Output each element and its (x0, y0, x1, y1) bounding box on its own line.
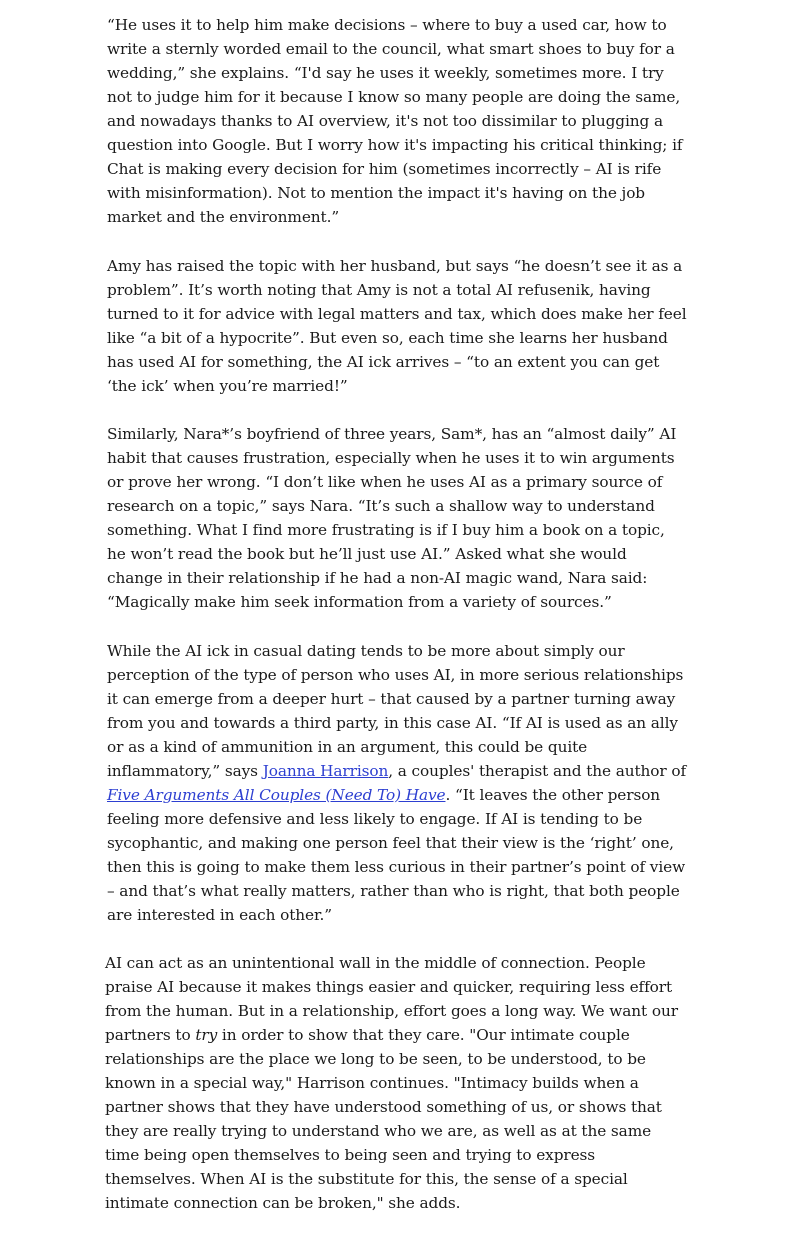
paragraph-5 (105, 951, 687, 1215)
paragraph-4-text-middle: , a couples' therapist and the author of (388, 761, 687, 780)
paragraph-4-text-end: . “It leaves the other person feeling more defensive and less likely to engage. If AI is tending to be sycophantic, and making one person feel that their view is the ‘right’ one, then this is going to make them less curious in their partner’s point of view – and that’s what really matters, rather than who is right, that both people are interested in each other.” (107, 785, 686, 924)
paragraph-4 (107, 639, 687, 927)
paragraph-2: Amy has raised the topic with her husband, but says “he doesn’t see it as a problem”. It’s worth noting that Amy is not a total AI refusenik, having turned to it for advice with legal matters and tax, which does make her feel like “a bit of a hypocrite”. But even so, each time she learns her husband has used AI for something, the AI ick arrives – “to an extent you can get ‘the ick’ when you’re married!” (107, 256, 687, 395)
joanna-harrison-link[interactable]: Joanna Harrison (262, 761, 389, 780)
paragraph-5-text-end: in order to show that they care. "Our intimate couple relationships are the place we long to be seen, to be understood, to be known in a special way," Harrison continues. "Intimacy builds when a partner shows that they have understood something of us, or shows that they are really trying to understand who we are, as well as at the same time being open themselves to being seen and trying to express themselves. When AI is the substitute for this, the sense of a special intimate connection can be broken," she adds. (105, 1026, 662, 1213)
paragraph-3: Similarly, Nara*’s boyfriend of three years, Sam*, has an “almost daily” AI habit that causes frustration, especially when he uses it to win arguments or prove her wrong. “I don’t like when he uses AI as a primary source of research on a topic,” says Nara. “It’s such a shallow way to understand something. What I find more frustrating is if I buy him a book on a topic, he won’t read the book but he’ll just use AI.” Asked what she would change in their relationship if he had a non-AI magic wand, Nara said: “Magically make him seek information from a variety of sources.” (107, 425, 677, 612)
paragraph-1: “He uses it to help him make decisions – where to buy a used car, how to write a sternly worded email to the council, what smart shoes to buy for a wedding,” she explains. “I'd say he uses it weekly, sometimes more. I try not to judge him for it because I know so many people are doing the same, and nowadays thanks to AI overview, it's not too dissimilar to plugging a question into Google. But I worry how it's impacting his critical thinking; if Chat is making every decision for him (sometimes incorrectly – AI is rife with misinformation). Not to mention the impact it's having on the job market and the environment.” (107, 16, 683, 226)
paragraph-4-text-start: While the AI ick in casual dating tends to be more about simply our perception of the type of person who uses AI, in more serious relationships it can emerge from a deeper hurt – that caused by a partner turning away from you and towards a third party, in this case AI. “If AI is used as an ally or as a kind of ammunition in an argument, this could be quite inflammatory,” says (107, 641, 684, 780)
paragraph-5-text-start: AI can act as an unintentional wall in the middle of connection. People praise AI because it makes things easier and quicker, requiring less effort from the human. But in a relationship, effort goes a long way. We want our partners to (105, 954, 678, 1045)
emphasis-try: try (195, 1026, 218, 1045)
book-title-link[interactable]: Five Arguments All Couples (Need To) Have (107, 785, 446, 804)
